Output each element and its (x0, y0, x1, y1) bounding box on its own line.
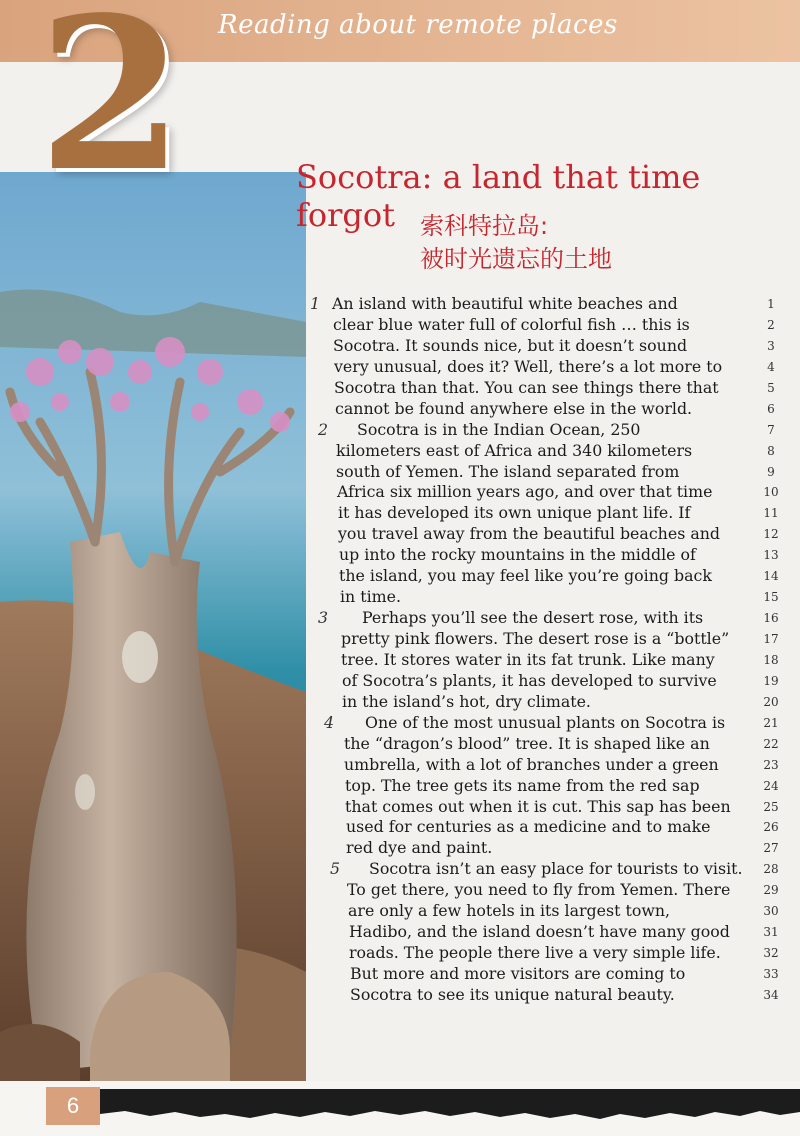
passage-line-text: very unusual, does it? Well, there’s a lot more to (334, 356, 723, 376)
passage-line-text: One of the most unusual plants on Socotra is (365, 712, 726, 732)
paragraph-number: 1 (310, 294, 321, 313)
line-number: 32 (763, 946, 779, 961)
passage-line-text: Socotra is in the Indian Ocean, 250 (357, 419, 641, 439)
passage-line (310, 943, 780, 964)
passage-line (310, 545, 780, 566)
line-number: 27 (763, 841, 779, 856)
line-number: 20 (763, 694, 779, 709)
passage-line-text: the “dragon’s blood” tree. It is shaped like an (344, 733, 710, 753)
line-number: 34 (763, 987, 779, 1002)
passage-line (310, 755, 780, 776)
line-number: 4 (767, 359, 775, 374)
passage-line (310, 629, 780, 650)
passage-line-text: top. The tree gets its name from the red sap (345, 775, 700, 795)
passage-line (310, 922, 780, 943)
passage-line-text: clear blue water full of colorful fish … this is (333, 314, 690, 334)
passage-line-text: pretty pink flowers. The desert rose is a “bottle” (341, 629, 730, 648)
passage-line (310, 797, 780, 818)
passage-line-text: the island, you may feel like you’re going back (339, 566, 712, 586)
line-number: 3 (767, 338, 775, 353)
passage-line (310, 587, 780, 608)
line-number: 31 (763, 925, 779, 940)
passage-line-text: used for centuries as a medicine and to make (346, 817, 711, 837)
passage-line-text: Socotra. It sounds nice, but it doesn’t sound (333, 335, 688, 355)
passage-line (310, 713, 780, 734)
passage-line-text: of Socotra’s plants, it has developed to survive (342, 670, 717, 690)
chapter-title: Reading about remote places (218, 10, 618, 40)
passage-line (310, 441, 780, 462)
passage-line-text: are only a few hotels in its largest town, (348, 901, 671, 921)
passage-line (310, 880, 780, 901)
passage-line-text: in time. (340, 587, 401, 607)
passage-line (310, 378, 780, 399)
passage-line-text: you travel away from the beautiful beaches and (338, 524, 721, 544)
passage-line (310, 566, 780, 587)
line-number: 29 (763, 883, 779, 898)
passage-line-text: Socotra isn’t an easy place for tourists to visit. (369, 859, 743, 879)
passage-line-text: To get there, you need to fly from Yemen. There (347, 880, 731, 900)
passage-line-text: roads. The people there live a very simple life. (349, 943, 721, 963)
passage-line (310, 650, 780, 671)
passage-line (310, 964, 780, 985)
torn-paper-edge (100, 1087, 800, 1122)
article-title-cn (420, 210, 612, 276)
passage-line-text: red dye and paint. (346, 838, 493, 858)
article-passage (310, 294, 780, 1006)
passage-line (310, 315, 780, 336)
line-number: 22 (763, 736, 779, 751)
paragraph-number: 3 (318, 608, 329, 628)
passage-line (310, 524, 780, 545)
line-number: 33 (763, 967, 779, 981)
passage-line (310, 985, 780, 1006)
paragraph-number: 4 (324, 712, 335, 732)
paragraph-number: 2 (318, 419, 329, 439)
line-number: 7 (767, 422, 775, 437)
line-number: 17 (763, 632, 779, 646)
passage-line (310, 462, 780, 483)
passage-line-text: But more and more visitors are coming to (350, 964, 686, 983)
line-number: 16 (763, 611, 779, 626)
article-title-cn-line-1: 索科特拉岛: (420, 212, 549, 240)
passage-line (310, 838, 780, 859)
passage-line-text: it has developed its own unique plant life. If (338, 503, 691, 523)
passage-line (310, 692, 780, 713)
passage-line (310, 901, 780, 922)
line-number: 6 (767, 401, 775, 416)
passage-line (310, 357, 780, 378)
line-number: 14 (763, 569, 779, 584)
line-number: 5 (767, 380, 775, 395)
chapter-number: 2 (38, 0, 185, 218)
line-number: 30 (763, 904, 779, 919)
line-number: 23 (763, 757, 779, 772)
line-number: 18 (763, 652, 779, 667)
passage-line-text: Socotra to see its unique natural beauty. (350, 984, 675, 1004)
line-number: 11 (763, 506, 779, 521)
passage-line (310, 671, 780, 692)
line-number: 1 (767, 297, 775, 311)
passage-line-text: cannot be found anywhere else in the world. (335, 398, 693, 418)
passage-line-text: Africa six million years ago, and over that time (337, 482, 713, 502)
passage-line-text: Perhaps you’ll see the desert rose, with its (362, 608, 704, 628)
passage-line-text: south of Yemen. The island separated from (336, 461, 680, 481)
passage-line-text: Socotra than that. You can see things there that (334, 377, 719, 397)
passage-line (310, 482, 780, 503)
article-title-cn-line-2: 被时光遗忘的土地 (420, 245, 612, 273)
line-number: 15 (763, 590, 779, 605)
passage-line-text: umbrella, with a lot of branches under a green (344, 754, 719, 774)
desert-rose-photo (0, 172, 306, 1081)
line-number: 25 (763, 799, 779, 814)
passage-line (310, 420, 780, 441)
line-number: 28 (763, 862, 779, 877)
line-number: 26 (763, 820, 779, 835)
line-number: 21 (763, 715, 779, 730)
line-number: 13 (763, 548, 779, 563)
passage-line-text: An island with beautiful white beaches and (332, 294, 678, 313)
line-number: 9 (767, 464, 775, 479)
passage-line (310, 294, 780, 315)
line-number: 8 (767, 443, 775, 458)
paragraph-number: 5 (330, 859, 341, 879)
passage-line (310, 608, 780, 629)
passage-line-text: that comes out when it is cut. This sap has been (345, 796, 731, 816)
article-title-en: Socotra: a land that time forgot (296, 158, 701, 234)
line-number: 19 (763, 673, 779, 688)
passage-line (310, 399, 780, 420)
passage-line-text: up into the rocky mountains in the middle of (339, 545, 696, 565)
passage-line-text: Hadibo, and the island doesn’t have many good (349, 922, 730, 942)
passage-line (310, 859, 780, 880)
passage-line (310, 336, 780, 357)
passage-line-text: tree. It stores water in its fat trunk. Like many (341, 649, 715, 669)
line-number: 2 (767, 317, 775, 332)
line-number: 12 (763, 527, 779, 542)
line-number: 24 (763, 778, 779, 793)
passage-line (310, 503, 780, 524)
line-number: 10 (763, 485, 779, 500)
passage-line (310, 817, 780, 838)
passage-line (310, 776, 780, 797)
passage-line-text: kilometers east of Africa and 340 kilometers (336, 440, 693, 460)
page-number: 6 (46, 1087, 100, 1125)
passage-line-text: in the island’s hot, dry climate. (342, 691, 591, 711)
passage-line (310, 734, 780, 755)
